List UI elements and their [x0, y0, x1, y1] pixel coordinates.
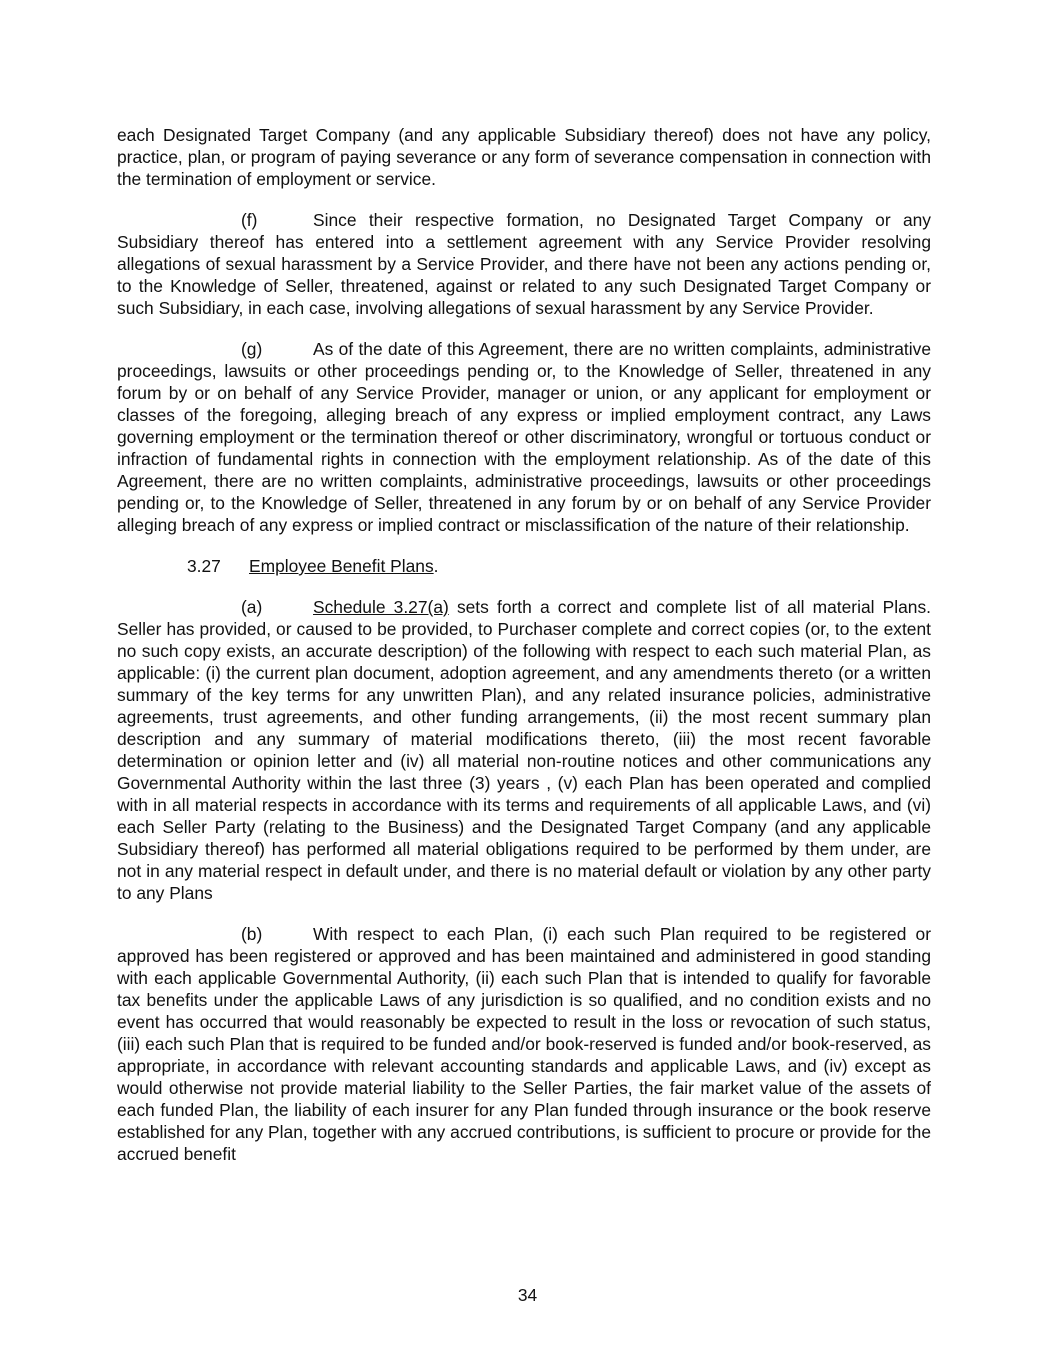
subsection-b-text: With respect to each Plan, (i) each such Plan required to be registered or approved has been registered or approved and has been maintained and administered in good standing with each applicable Governmental Authority, (ii) each such Plan that is intended to qualify for favorable tax benefits under the applicable Laws of any jurisdiction is so qualified, and no condition exists and no event has occurred that would reasonably be expected to result in the loss or revocation of such status, (iii) each such Plan that is required to be funded and/or book-reserved is funded and/or book-reserved, as appropriate, in accordance with relevant accounting standards and applicable Laws, and (iv) except as would otherwise not provide material liability to the Seller Parties, the fair market value of the assets of each funded Plan, the liability of each insurer for any Plan funded through insurance or the book reserve established for any Plan, together with any accrued contributions, is sufficient to procure or provide for the accrued benefit	[117, 924, 931, 1164]
section-title: Employee Benefit Plans	[249, 556, 434, 576]
paragraph-f-marker: (f)	[241, 210, 258, 230]
paragraph-g-marker: (g)	[241, 339, 263, 359]
subsection-b-marker: (b)	[241, 924, 263, 944]
subsection-b	[117, 923, 931, 1165]
paragraph-continuation: each Designated Target Company (and any applicable Subsidiary thereof) does not have any policy, practice, plan, or program of paying severance or any form of severance compensation in connection with the termination of employment or service.	[117, 125, 931, 189]
subsection-a-text: sets forth a correct and complete list of all material Plans. Seller has provided, or caused to be provided, to Purchaser complete and correct copies (or, to the extent no such copy exists, an accurate description) of the following with respect to each such material Plan, as applicable: (i) the current plan document, adoption agreement, and any amendments thereto (or a written summary of the key terms for any unwritten Plan), and any related insurance policies, administrative agreements, trust agreements, and other funding arrangements, (ii) the most recent summary plan description and any summary of material modifications thereto, (iii) the most recent favorable determination or opinion letter and (iv) all material non-routine notices and other communications any Governmental Authority within the last three (3) years , (v) each Plan has been operated and complied with in all material respects in accordance with its terms and requirements of all applicable Laws, and (vi) each Seller Party (relating to the Business) and the Designated Target Company (and any applicable Subsidiary thereof) has performed all material obligations required to be performed by them under, are not in any material respect in default under, and there is no material default or violation by any other party to any Plans	[117, 597, 931, 903]
subsection-a	[117, 596, 931, 904]
section-title-suffix: .	[433, 556, 439, 576]
document-page	[117, 124, 931, 1184]
paragraph-f	[117, 209, 931, 319]
paragraph-f-text: Since their respective formation, no Designated Target Company or any Subsidiary thereof has entered into a settlement agreement with any Service Provider resolving allegations of sexual harassment by a Service Provider, and there have not been any actions pending or, to the Knowledge of Seller, threatened, against or related to any such Designated Target Company or such Subsidiary, in each case, involving allegations of sexual harassment by any Service Provider.	[117, 210, 931, 318]
paragraph-g	[117, 338, 931, 536]
section-number: 3.27	[187, 556, 221, 576]
schedule-reference: Schedule 3.27(a)	[313, 597, 449, 617]
section-heading	[117, 555, 931, 577]
paragraph-g-text: As of the date of this Agreement, there are no written complaints, administrative proceedings, lawsuits or other proceedings pending or, to the Knowledge of Seller, threatened in any forum by or on behalf of any Service Provider, manager or union, or any applicant for employment or classes of the foregoing, alleging breach of any express or implied employment contract, any Laws governing employment or the termination thereof or other discriminatory, wrongful or tortuous conduct or infraction of fundamental rights in connection with the employment relationship. As of the date of this Agreement, there are no written complaints, administrative proceedings, lawsuits or other proceedings pending or, to the Knowledge of Seller, threatened in any forum by or on behalf of any Service Provider alleging breach of any express or implied contract or misclassification of the nature of their relationship.	[117, 339, 931, 535]
subsection-a-marker: (a)	[241, 597, 263, 617]
page-number: 34	[517, 1285, 538, 1305]
